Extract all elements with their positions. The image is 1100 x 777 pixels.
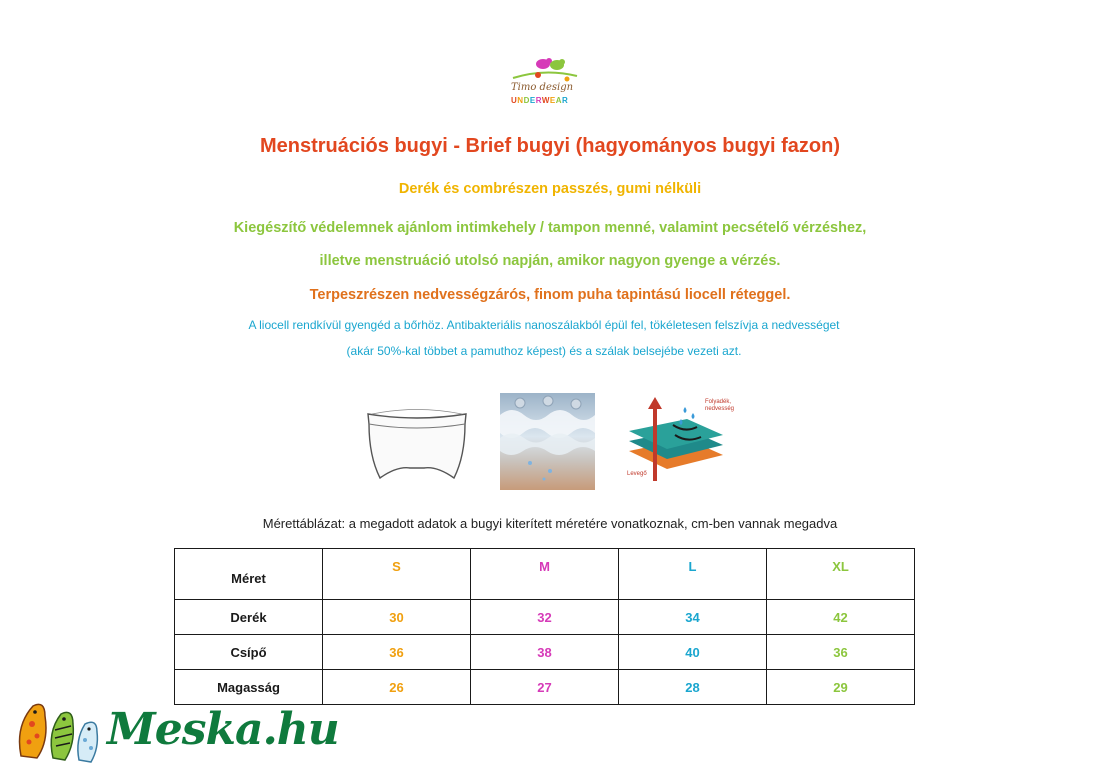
- logo-letter: E: [549, 96, 556, 105]
- table-cell: 42: [767, 600, 915, 635]
- usage-note-line2: illetve menstruáció utolsó napján, amikor nagyon gyenge a vérzés.: [319, 253, 781, 269]
- size-table: [174, 548, 915, 705]
- logo-letter: E: [529, 96, 536, 105]
- row-label-waist: Derék: [175, 600, 323, 635]
- brief-outline-illustration: [362, 396, 472, 486]
- logo-letter: A: [555, 96, 563, 105]
- material-note: Terpeszrészen nedvességzárós, finom puha tapintású liocell réteggel.: [309, 287, 791, 303]
- table-cell: 32: [471, 600, 619, 635]
- diagram-label-liquid-2: nedvesség: [705, 406, 735, 412]
- logo-letter: D: [523, 96, 530, 105]
- size-header-l: L: [619, 549, 767, 600]
- logo-text-line2: [511, 96, 568, 105]
- row-label-height: Magasság: [175, 670, 323, 705]
- meska-birds-icon: [15, 696, 110, 766]
- table-cell: 27: [471, 670, 619, 705]
- table-cell: 36: [323, 635, 471, 670]
- liocell-description-line1: A liocell rendkívül gyengéd a bőrhöz. Antibakteriális nanoszálakból épül fel, tökéletesen felszívja a nedvességet: [248, 318, 840, 332]
- table-cell: 38: [471, 635, 619, 670]
- size-header-s: S: [323, 549, 471, 600]
- page-title: Menstruációs bugyi - Brief bugyi (hagyományos bugyi fazon): [259, 135, 841, 157]
- diagram-label-air: Levegő: [627, 471, 647, 477]
- table-row: [175, 635, 915, 670]
- table-cell: 26: [323, 670, 471, 705]
- meska-logo[interactable]: [15, 696, 339, 768]
- size-table-caption: Mérettáblázat: a megadott adatok a bugyi kiterített méretére vonatkoznak, cm-ben vannak megadva: [262, 516, 838, 531]
- logo-letter: W: [541, 96, 550, 105]
- liocell-fabric-image: [500, 393, 595, 490]
- logo-text-line1: Timo design: [511, 82, 574, 93]
- table-cell: 40: [619, 635, 767, 670]
- size-table-header-row: [175, 549, 915, 600]
- liocell-description-line2: (akár 50%-kal többet a pamuthoz képest) és a szálak belsejébe vezeti azt.: [346, 344, 742, 358]
- brand-logo: [505, 50, 585, 110]
- size-header-label: Méret: [175, 549, 323, 600]
- diagram-label-liquid-1: Folyadék,: [705, 399, 732, 405]
- birds-branch-logo-icon: [505, 50, 585, 86]
- diagram-label-liquid: [705, 399, 734, 413]
- logo-letter: R: [562, 96, 569, 105]
- logo-letter: U: [511, 96, 518, 105]
- meska-brand-text: Meska.hu: [107, 704, 339, 755]
- table-cell: 34: [619, 600, 767, 635]
- row-label-hip: Csípő: [175, 635, 323, 670]
- logo-letter: N: [517, 96, 524, 105]
- moisture-layer-diagram: [615, 393, 735, 486]
- subtitle: Derék és combrészen passzés, gumi nélküli: [398, 181, 702, 197]
- table-cell: 29: [767, 670, 915, 705]
- size-header-m: M: [471, 549, 619, 600]
- table-cell: 28: [619, 670, 767, 705]
- table-row: [175, 600, 915, 635]
- table-cell: 36: [767, 635, 915, 670]
- usage-note-line1: Kiegészítő védelemnek ajánlom intimkehely / tampon menné, valamint pecsételő vérzéshez,: [233, 220, 867, 236]
- logo-letter: R: [535, 96, 542, 105]
- size-header-xl: XL: [767, 549, 915, 600]
- table-cell: 30: [323, 600, 471, 635]
